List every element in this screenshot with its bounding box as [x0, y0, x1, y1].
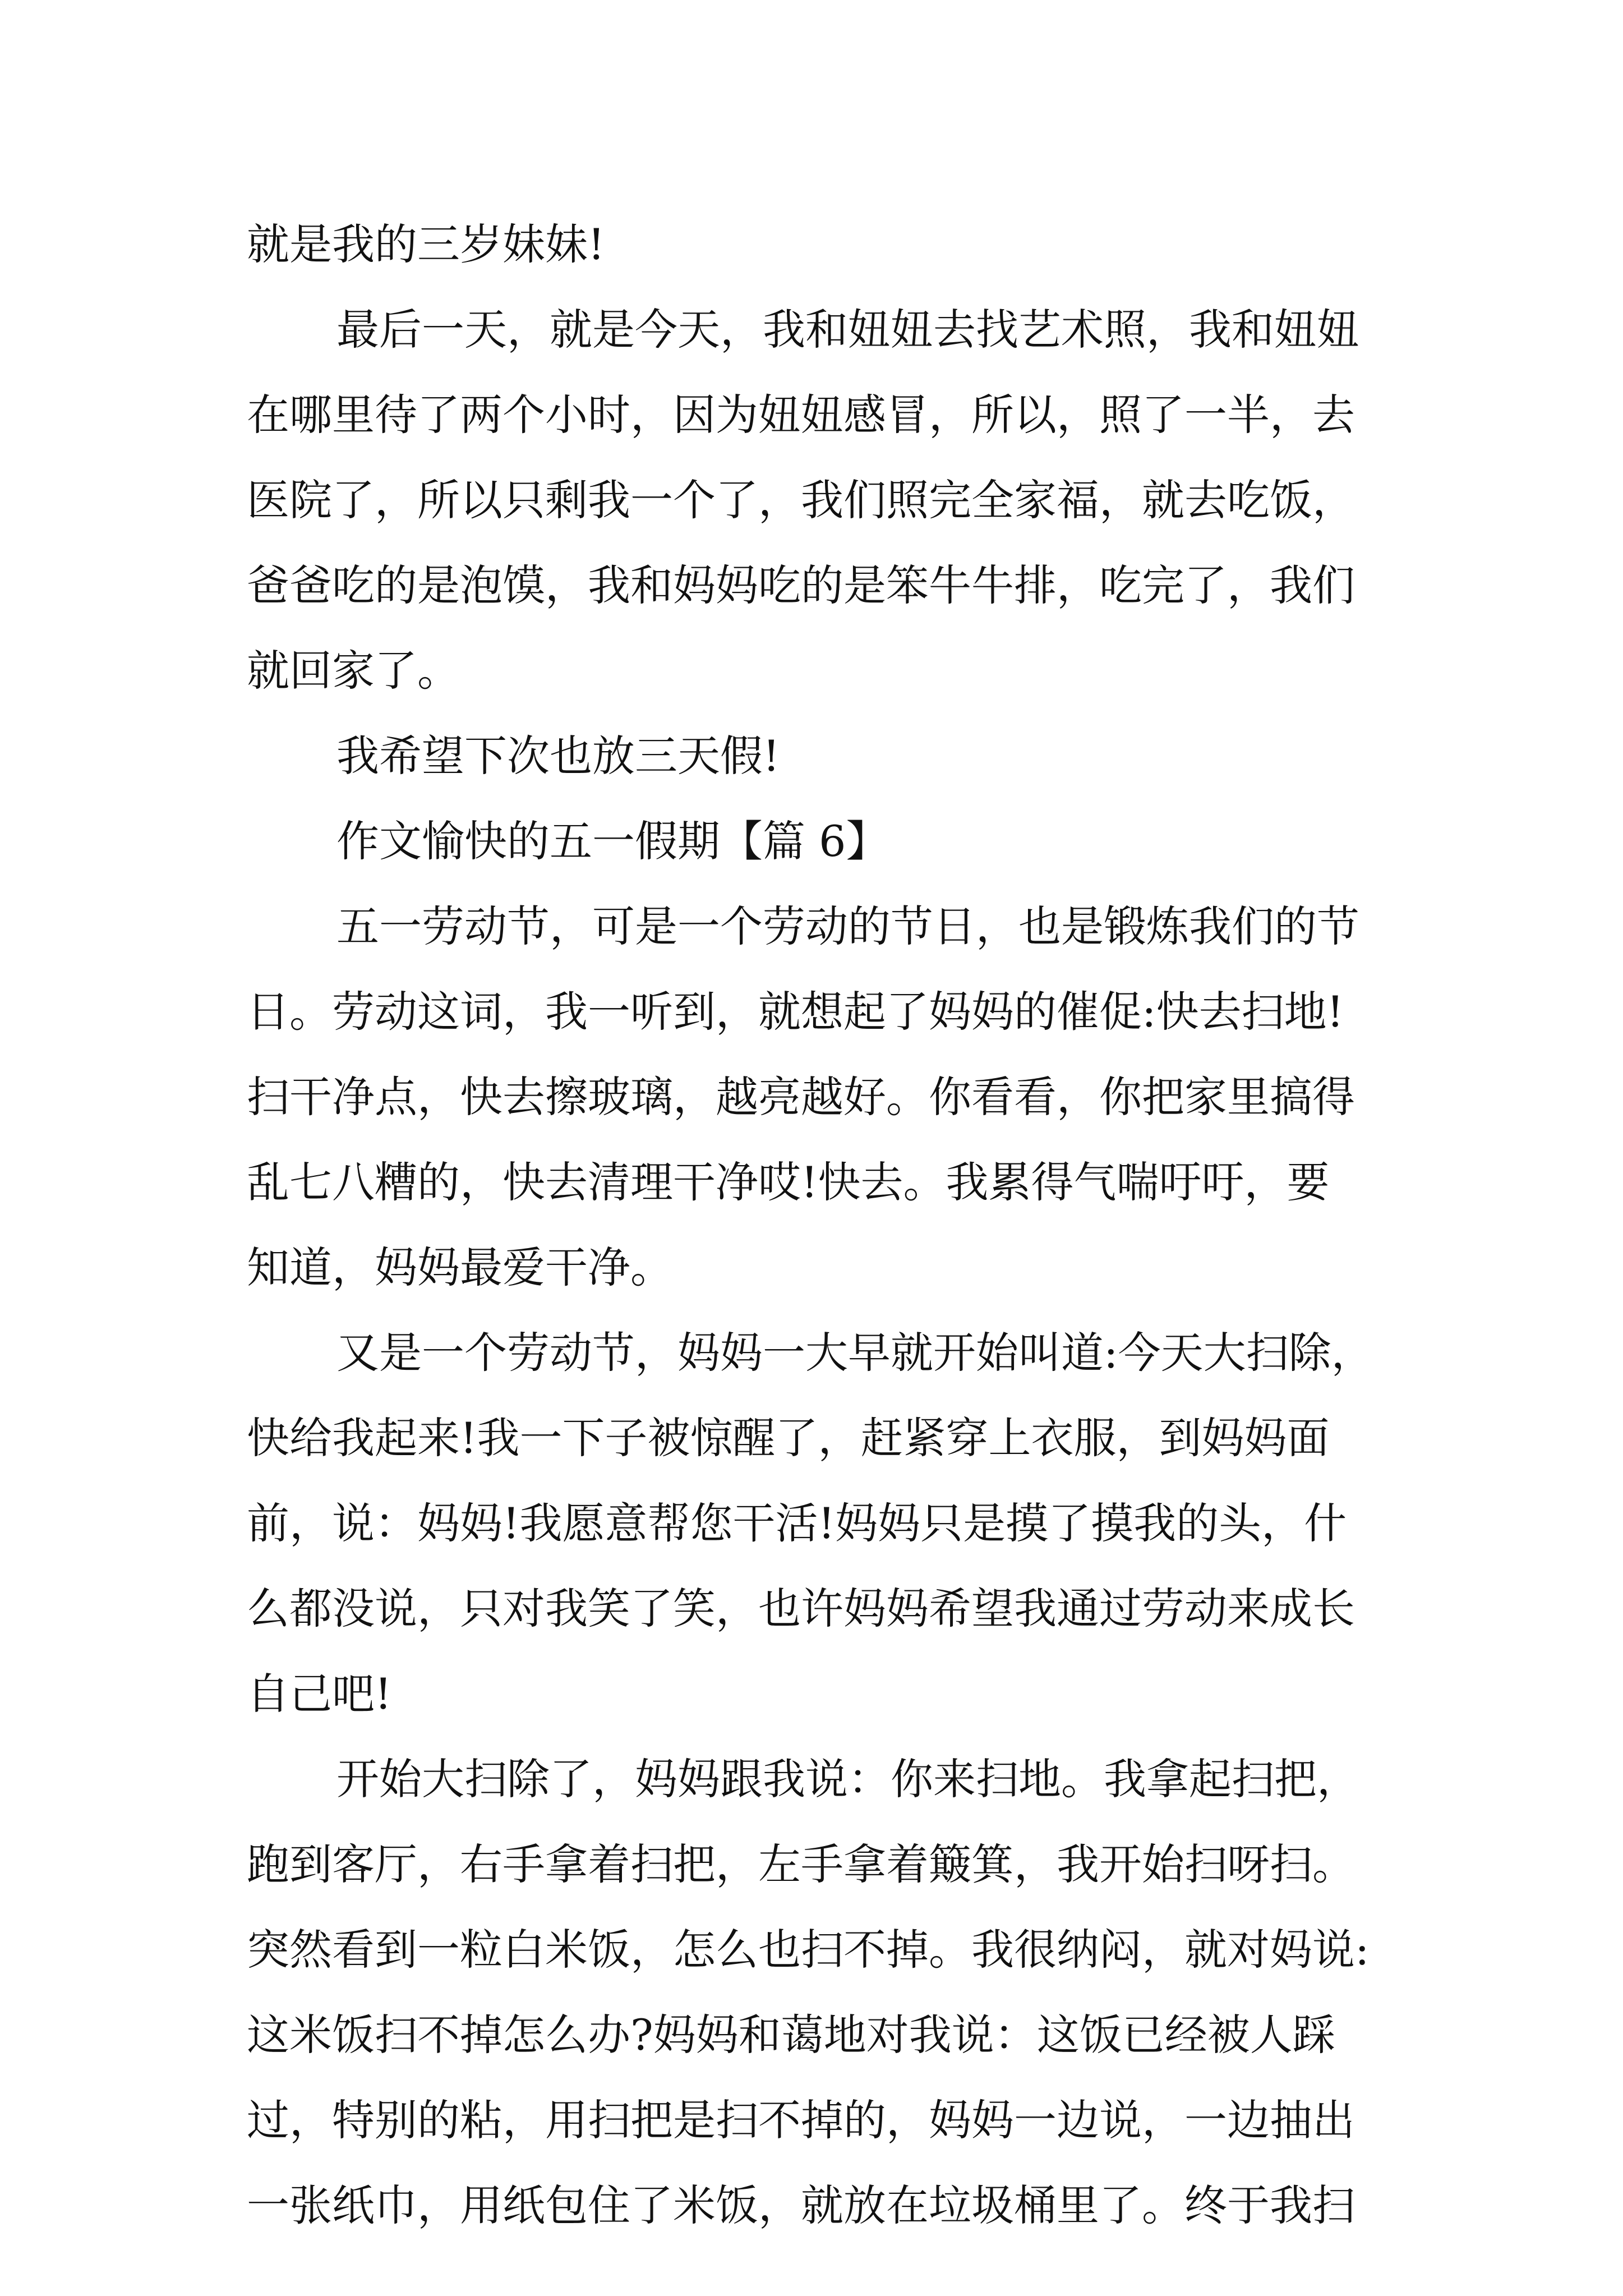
text-line: 我希望下次也放三天假!: [336, 731, 780, 781]
text-line: 在哪里待了两个小时，因为妞妞感冒，所以，照了一半，去: [247, 390, 1355, 440]
text-line: 又是一个劳动节，妈妈一大早就开始叫道:今天大扫除，: [336, 1328, 1374, 1378]
text-line: 五一劳动节，可是一个劳动的节日，也是锻炼我们的节: [336, 901, 1359, 951]
text-line: 就是我的三岁妹妹!: [247, 219, 605, 269]
text-line: 最后一天，就是今天，我和妞妞去找艺术照，我和妞妞: [336, 305, 1359, 355]
text-line: 快给我起来!我一下子被惊醒了，赶紧穿上衣服，到妈妈面: [247, 1413, 1330, 1463]
text-line: 一张纸巾，用纸包住了米饭，就放在垃圾桶里了。终于我扫: [247, 2180, 1355, 2230]
section-heading: 作文愉快的五一假期【篇 6】: [336, 816, 889, 866]
text-line: 么都没说，只对我笑了笑，也许妈妈希望我通过劳动来成长: [247, 1584, 1355, 1634]
text-line: 前，说：妈妈!我愿意帮您干活!妈妈只是摸了摸我的头，什: [247, 1498, 1347, 1548]
text-line: 乱七八糟的，快去清理干净哎!快去。我累得气喘吁吁，要: [247, 1157, 1330, 1207]
text-line: 日。劳动这词，我一听到，就想起了妈妈的催促:快去扫地!: [247, 987, 1344, 1037]
text-line: 过，特别的粘，用扫把是扫不掉的，妈妈一边说，一边抽出: [247, 2095, 1355, 2145]
text-line: 爸爸吃的是泡馍，我和妈妈吃的是笨牛牛排，吃完了，我们: [247, 560, 1355, 610]
essay-body: [247, 202, 1385, 2248]
text-line: 扫干净点，快去擦玻璃，越亮越好。你看看，你把家里搞得: [247, 1072, 1355, 1122]
text-line: 开始大扫除了，妈妈跟我说：你来扫地。我拿起扫把，: [336, 1754, 1359, 1804]
text-line: 突然看到一粒白米饭，怎么也扫不掉。我很纳闷，就对妈说:: [247, 1925, 1370, 1975]
text-line: 知道，妈妈最爱干净。: [247, 1243, 673, 1292]
text-line: 就回家了。: [247, 646, 460, 696]
text-line: 自己吧!: [247, 1669, 392, 1719]
text-line: 跑到客厅，右手拿着扫把，左手拿着簸箕，我开始扫呀扫。: [247, 1839, 1355, 1889]
text-line: 这米饭扫不掉怎么办?妈妈和蔼地对我说：这饭已经被人踩: [247, 2010, 1335, 2060]
text-line: 医院了，所以只剩我一个了，我们照完全家福，就去吃饭，: [247, 475, 1355, 525]
